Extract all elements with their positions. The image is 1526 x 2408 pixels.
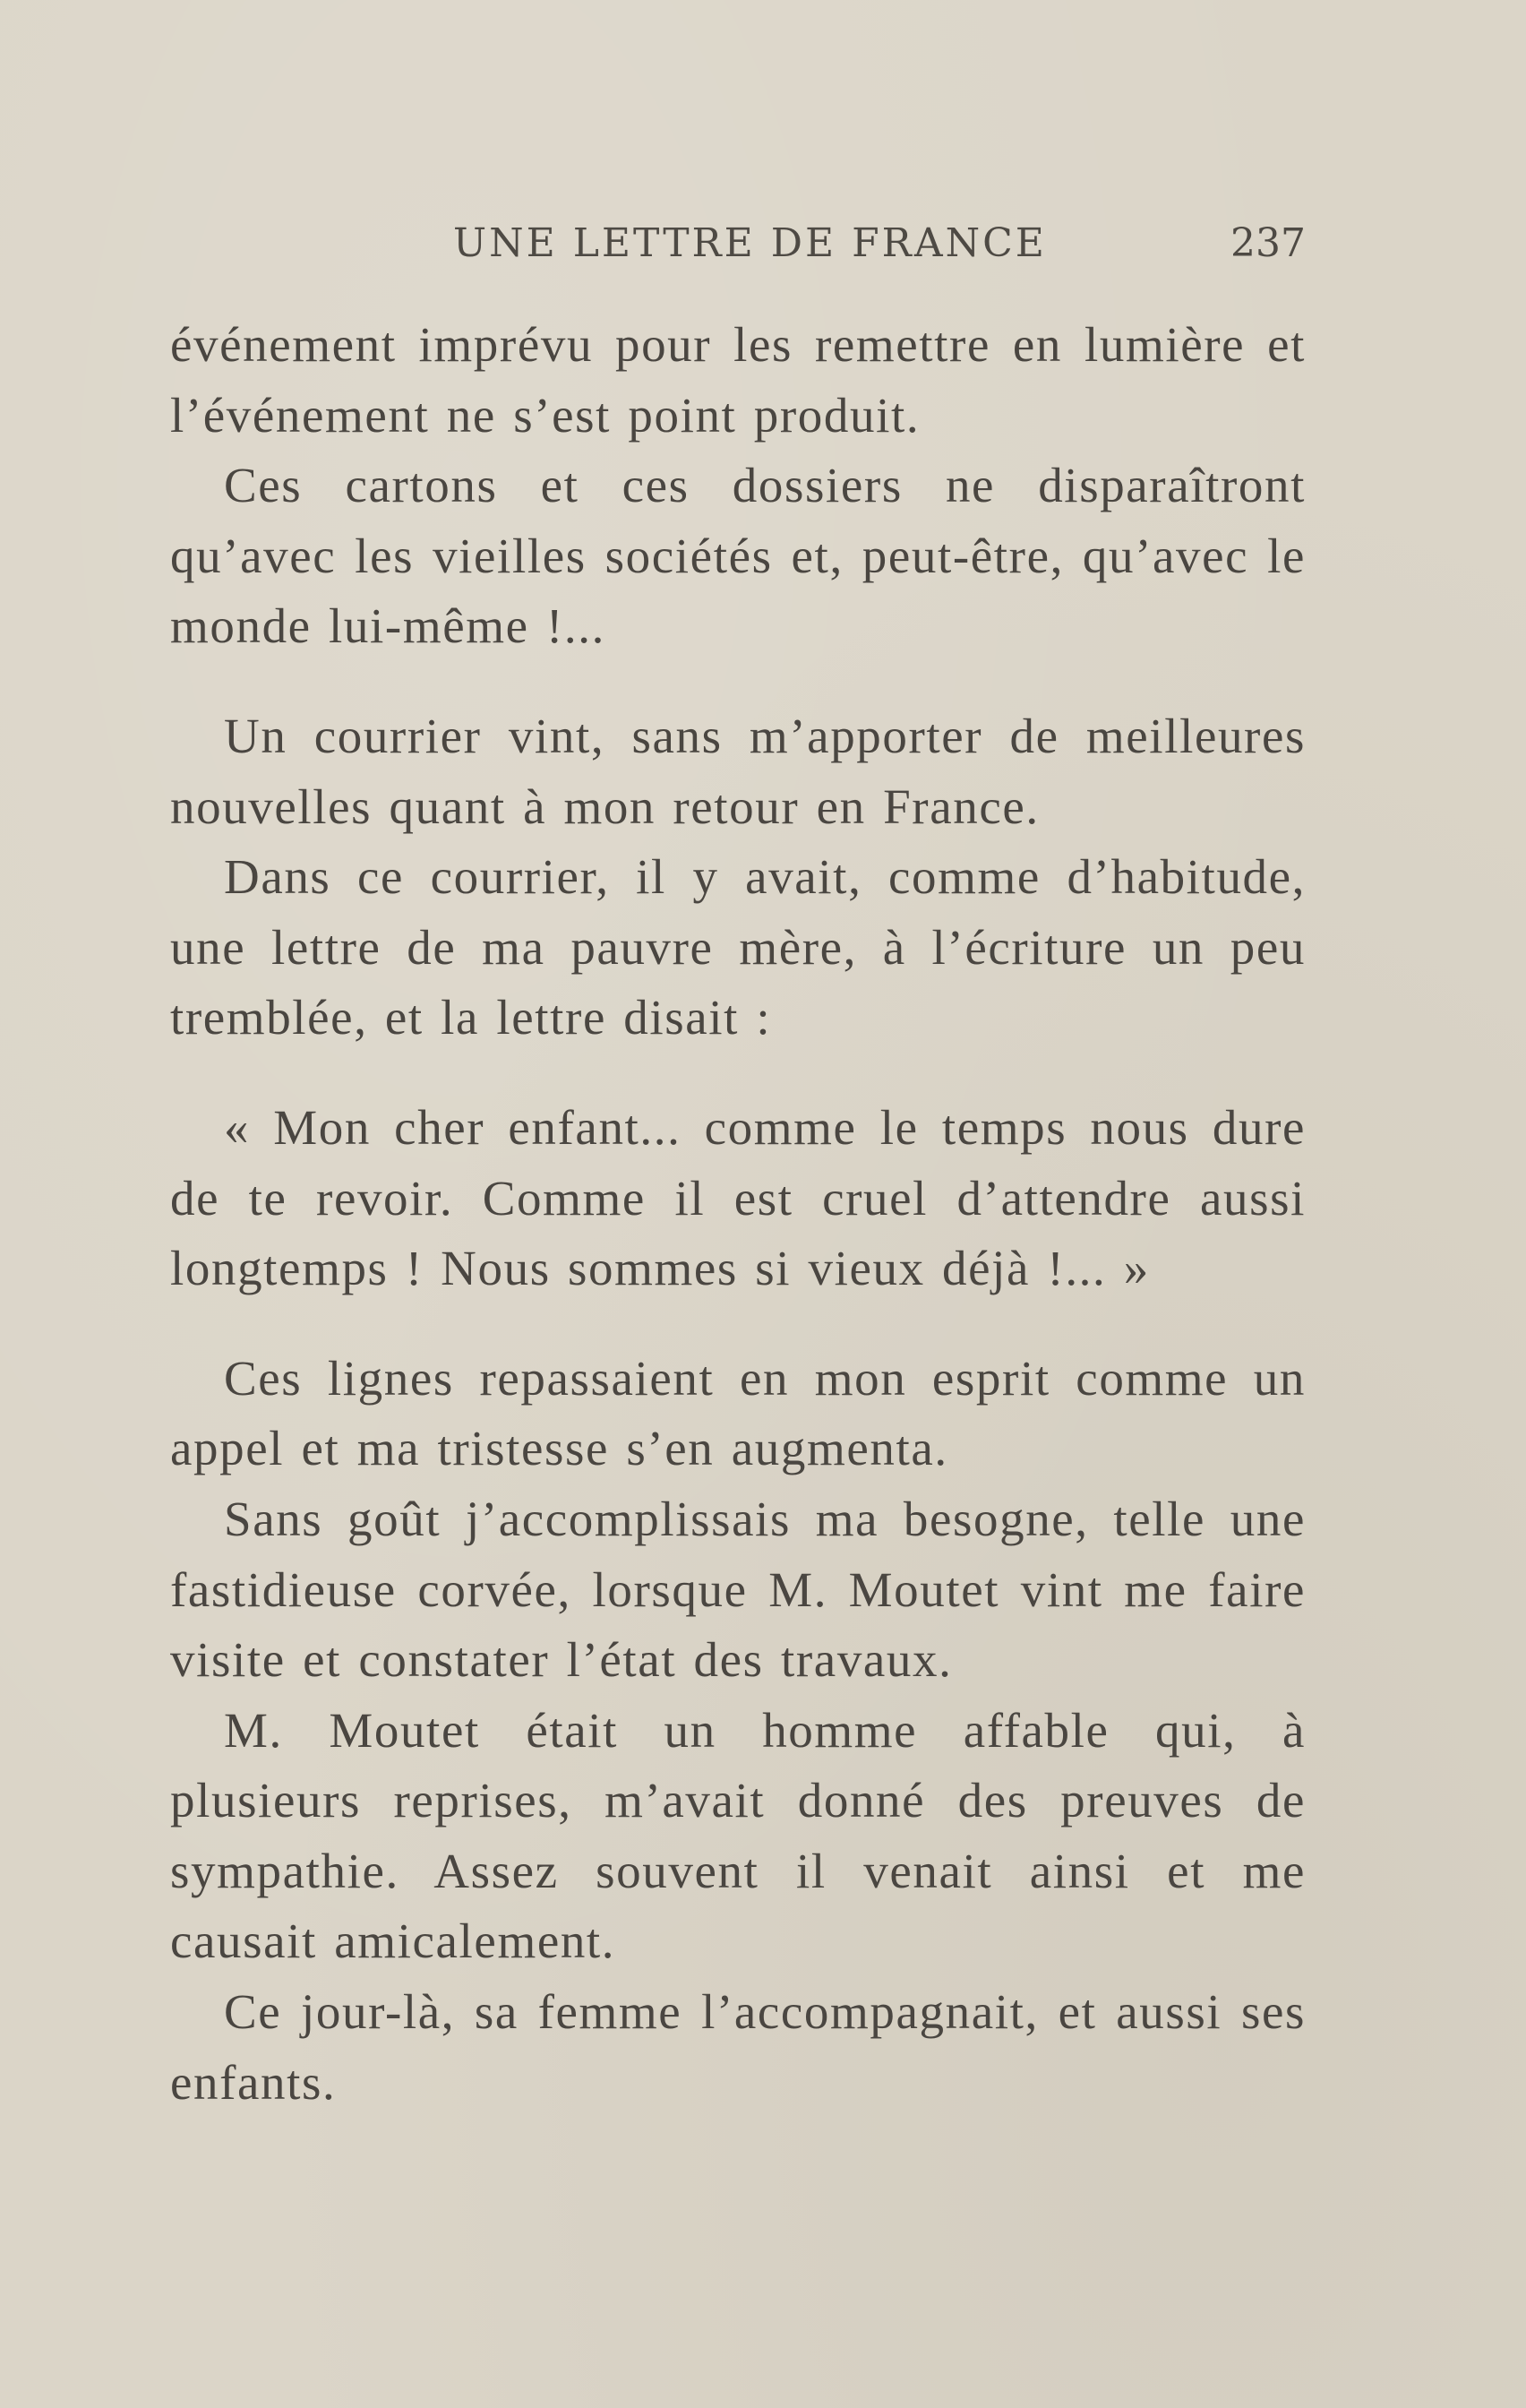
body-text (170, 310, 1306, 2118)
running-title: UNE LETTRE DE FRANCE (453, 220, 1047, 266)
paragraph-3: Un courrier vint, sans m’apporter de meilleures nouvelles quant à mon retour en France. (170, 708, 1306, 834)
running-header (170, 217, 1306, 280)
paragraph-9: Ce jour-là, sa femme l’accompagnait, et aussi ses enfants. (170, 1984, 1306, 2110)
page-number: 237 (1230, 220, 1306, 266)
paragraph-6: Ces lignes repassaient en mon esprit comme un appel et ma tristesse s’en augmenta. (170, 1350, 1306, 1476)
paragraph-1: événement imprévu pour les remettre en lumière et l’événement ne s’est point produit. (170, 317, 1306, 443)
paragraph-2: Ces cartons et ces dossiers ne disparaîtront qu’avec les vieilles sociétés et, peut-être, qu’avec le monde lui-même !... (170, 458, 1306, 654)
paragraph-5-quote: « Mon cher enfant... comme le temps nous dure de te revoir. Comme il est cruel d’attendre aussi longtemps ! Nous sommes si vieux déjà !... » (170, 1099, 1306, 1296)
paragraph-8: M. Moutet était un homme affable qui, à plusieurs reprises, m’avait donné des preuves de sympathie. Assez souvent il venait ainsi et me causait amicalement. (170, 1702, 1306, 1969)
paragraph-4: Dans ce courrier, il y avait, comme d’habitude, une lettre de ma pauvre mère, à l’écriture un peu tremblée, et la lettre disait : (170, 849, 1306, 1045)
paragraph-7: Sans goût j’accomplissais ma besogne, telle une fastidieuse corvée, lorsque M. Moutet vint me faire visite et constater l’état des travaux. (170, 1491, 1306, 1688)
